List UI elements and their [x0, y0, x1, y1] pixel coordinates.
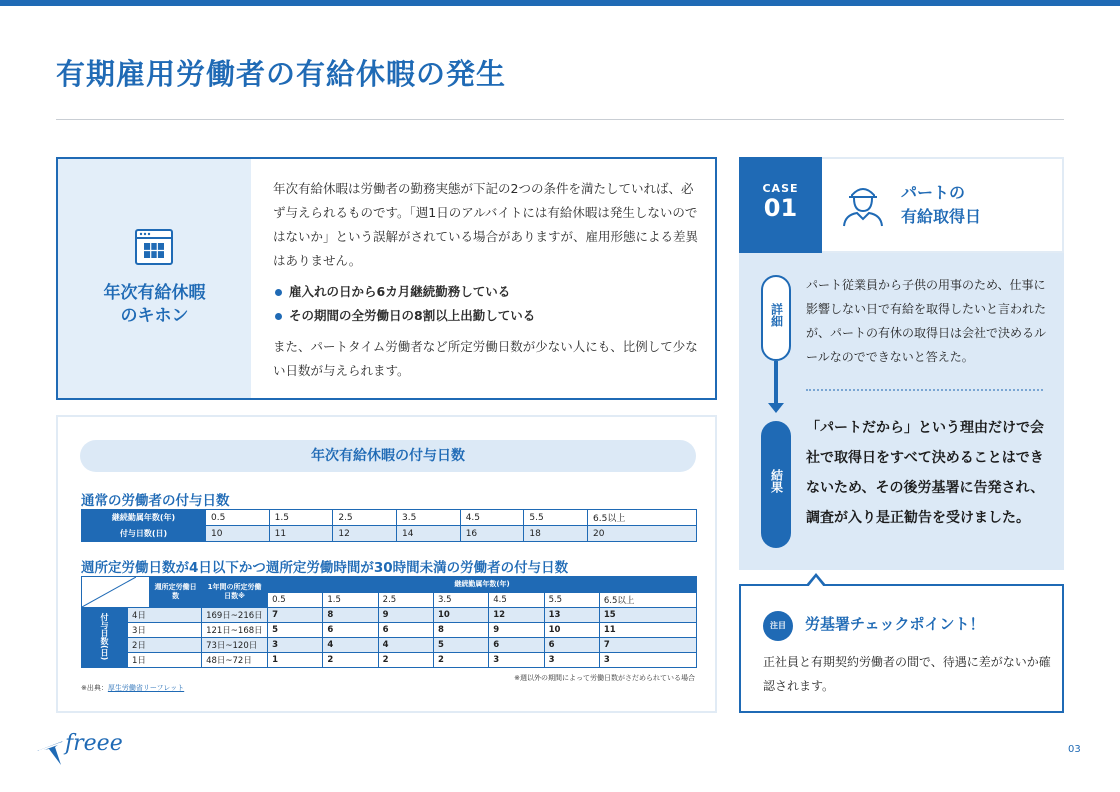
- grant-table-title: 年次有給休暇の付与日数: [80, 440, 696, 472]
- days-cell: 11: [269, 526, 333, 542]
- case-badge: [739, 157, 822, 253]
- days-cell: 7: [268, 608, 323, 623]
- year-cell: 2.5: [378, 592, 433, 608]
- table-row: [82, 638, 697, 653]
- basics-label-line1: 年次有給休暇: [103, 283, 206, 303]
- year-cell: 2.5: [333, 510, 397, 526]
- col-weekly-header: 週所定労働日数: [150, 577, 202, 608]
- grant-table-panel: [56, 415, 717, 713]
- case-header: [739, 157, 1064, 253]
- table-row: [82, 623, 697, 638]
- days-cell: 5: [268, 623, 323, 638]
- yearly-cell: 48日~72日: [202, 653, 268, 668]
- days-cell: 14: [397, 526, 461, 542]
- days-cell: 2: [378, 653, 433, 668]
- row-header: 付与日数(日): [82, 526, 206, 542]
- basics-box: [56, 157, 717, 400]
- condition-item: 雇入れの日から6カ月継続勤務している: [273, 280, 698, 304]
- days-cell: 3: [268, 638, 323, 653]
- days-cell: 16: [460, 526, 524, 542]
- side-label: [82, 608, 128, 668]
- weekly-cell: 2日: [128, 638, 202, 653]
- days-cell: 11: [599, 623, 696, 638]
- days-cell: 12: [333, 526, 397, 542]
- days-cell: 2: [433, 653, 488, 668]
- basics-intro: 年次有給休暇は労働者の勤務実態が下記の2つの条件を満たしていれば、必ず与えられるものです。「週1日のアルバイトには有給休暇は発生しないのではないか」という誤解がされている場合がありますが、雇用形態による差異はありません。: [273, 181, 699, 268]
- days-cell: 9: [489, 623, 544, 638]
- days-cell: 2: [323, 653, 378, 668]
- days-cell: 1: [268, 653, 323, 668]
- source-note: [81, 683, 184, 693]
- checkpoint-text: 正社員と有期契約労働者の間で、待遇に差がないか確認されます。: [763, 655, 1051, 693]
- detail-text: パート従業員から子供の用事のため、仕事に影響しない日で有給を取得したいと言われたが、パートの有休の取得日は会社で決めるルールなのでできないと答えた。: [806, 278, 1047, 364]
- diagonal-line: [82, 577, 136, 607]
- table-note: ※週以外の期間によって労働日数がさだめられている場合: [514, 674, 695, 682]
- callout-notch-inner: [808, 577, 824, 587]
- days-cell: 3: [599, 653, 696, 668]
- basics-label: [58, 282, 251, 328]
- days-cell: 15: [599, 608, 696, 623]
- weekly-cell: 4日: [128, 608, 202, 623]
- table-row: [82, 526, 697, 542]
- weekly-cell: 1日: [128, 653, 202, 668]
- source-prefix: ※出典：: [81, 684, 108, 692]
- case-body: [739, 253, 1064, 570]
- table-row: [82, 608, 697, 623]
- person-icon: [841, 181, 885, 227]
- case-label: CASE: [762, 182, 799, 195]
- table-header-row: [82, 577, 697, 593]
- days-cell: 6: [544, 638, 599, 653]
- days-cell: 9: [378, 608, 433, 623]
- days-cell: 10: [433, 608, 488, 623]
- calendar-icon: [135, 229, 173, 265]
- condition-item: その期間の全労働日の8割以上出勤している: [273, 304, 698, 328]
- case-title-line1: パートの: [901, 183, 966, 202]
- dotted-divider: [806, 389, 1043, 391]
- days-cell: 5: [433, 638, 488, 653]
- basics-label-panel: [58, 159, 251, 398]
- result-text: 「パートだから」という理由だけで会社で取得日をすべて決めることはできないため、その後労基署に告発され、調査が入り是正勧告を受けました。: [806, 420, 1045, 526]
- days-cell: 10: [544, 623, 599, 638]
- col-yearly-header: 1年間の所定労働日数※: [202, 577, 268, 608]
- result-label-text: 結果: [769, 469, 784, 493]
- basics-label-line2: のキホン: [120, 306, 189, 326]
- days-cell: 8: [433, 623, 488, 638]
- year-cell: 0.5: [268, 592, 323, 608]
- detail-label: [761, 275, 791, 361]
- yearly-cell: 121日~168日: [202, 623, 268, 638]
- result-label: [761, 421, 791, 548]
- year-cell: 0.5: [206, 510, 270, 526]
- year-cell: 5.5: [544, 592, 599, 608]
- days-cell: 10: [206, 526, 270, 542]
- case-number: 01: [763, 194, 798, 222]
- year-cell: 1.5: [269, 510, 333, 526]
- days-cell: 3: [544, 653, 599, 668]
- year-cell: 3.5: [397, 510, 461, 526]
- year-cell: 1.5: [323, 592, 378, 608]
- year-cell: 3.5: [433, 592, 488, 608]
- brand-wordmark: freee: [65, 731, 123, 756]
- part-time-heading: 週所定労働日数が4日以下かつ週所定労働時間が30時間未満の労働者の付与日数: [81, 560, 569, 576]
- days-cell: 6: [323, 623, 378, 638]
- row-header: 継続勤属年数(年): [82, 510, 206, 526]
- year-cell: 4.5: [460, 510, 524, 526]
- source-link[interactable]: 厚生労働省リーフレット: [107, 684, 185, 692]
- table-row: [82, 510, 697, 526]
- year-cell: 6.5以上: [588, 510, 697, 526]
- attention-badge: 注目: [763, 611, 793, 641]
- case-title: [901, 181, 981, 229]
- weekly-cell: 3日: [128, 623, 202, 638]
- col-years-header: 継続勤属年数(年): [268, 577, 697, 593]
- days-cell: 6: [489, 638, 544, 653]
- title-divider: [56, 119, 1064, 120]
- top-accent-bar: [0, 0, 1120, 6]
- days-cell: 8: [323, 608, 378, 623]
- page-number: 03: [1068, 744, 1081, 755]
- days-cell: 7: [599, 638, 696, 653]
- days-cell: 4: [378, 638, 433, 653]
- days-cell: 20: [588, 526, 697, 542]
- days-cell: 13: [544, 608, 599, 623]
- normal-grant-table: [81, 509, 697, 542]
- table-row: [82, 653, 697, 668]
- arrow-down-icon: [768, 403, 784, 413]
- days-cell: 12: [489, 608, 544, 623]
- days-cell: 4: [323, 638, 378, 653]
- days-cell: 3: [489, 653, 544, 668]
- year-cell: 5.5: [524, 510, 588, 526]
- year-cell: 6.5以上: [599, 592, 696, 608]
- checkpoint-title: 労基署チェックポイント！: [805, 615, 985, 633]
- basics-footer: また、パートタイム労働者など所定労働日数が少ない人にも、比例して少ない日数が与えられます。: [273, 339, 698, 378]
- diagonal-corner-cell: [82, 577, 150, 608]
- yearly-cell: 73日~120日: [202, 638, 268, 653]
- detail-label-text: 詳細: [769, 303, 784, 327]
- checkpoint-box: [739, 584, 1064, 713]
- conditions-list: [273, 280, 698, 328]
- days-cell: 6: [378, 623, 433, 638]
- basics-text: [273, 177, 698, 383]
- yearly-cell: 169日~216日: [202, 608, 268, 623]
- year-cell: 4.5: [489, 592, 544, 608]
- side-label-text: 付与日数(日): [100, 612, 109, 661]
- days-cell: 18: [524, 526, 588, 542]
- flow-arrow-line: [774, 361, 778, 405]
- page-title: 有期雇用労働者の有給休暇の発生: [56, 57, 507, 91]
- part-time-grant-table: [81, 576, 697, 668]
- normal-workers-heading: 通常の労働者の付与日数: [81, 493, 230, 509]
- case-title-line2: 有給取得日: [901, 207, 982, 226]
